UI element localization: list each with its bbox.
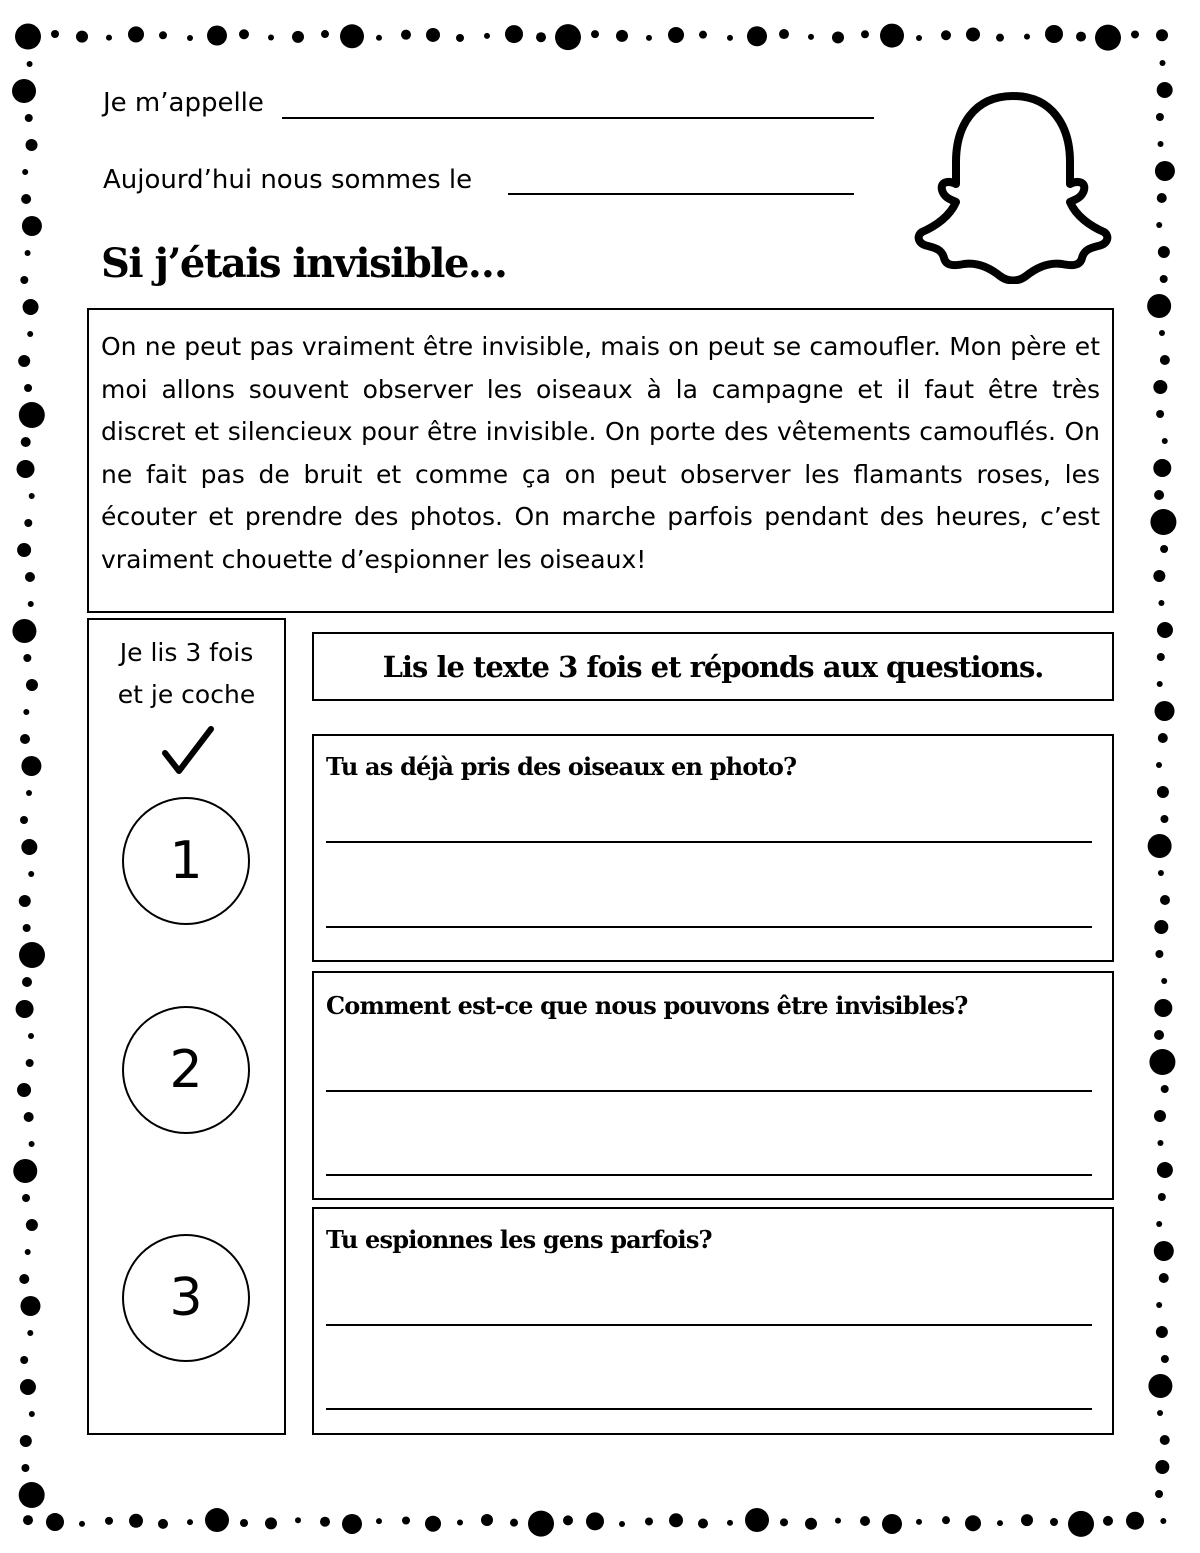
checkmark-icon <box>161 725 215 777</box>
ghost-icon <box>912 88 1114 284</box>
reading-tracker <box>87 618 286 1435</box>
passage-text: On ne peut pas vraiment être invisible, mais on peut se camoufler. Mon père et moi allons souvent observer les oiseaux à la campagne et il faut être très discret et silencieux pour être invisible. On porte des vêtements camouflés. On ne fait pas de bruit et comme ça on peut observer les flamants roses, les écouter et prendre des photos. On marche parfois pendant des heures, c’est vraiment chouette d’espionner les oiseaux! <box>101 332 1100 574</box>
read-count-2: 2 <box>169 1040 203 1100</box>
date-label: Aujourd’hui nous sommes le <box>103 165 473 195</box>
question-box-1 <box>312 734 1114 962</box>
question-box-2 <box>312 971 1114 1200</box>
question-2: Comment est-ce que nous pouvons être invisibles? <box>326 991 968 1020</box>
instruction-text: Lis le texte 3 fois et réponds aux questions. <box>382 649 1044 684</box>
read-count-3-circle[interactable] <box>122 1234 250 1362</box>
answer-line[interactable] <box>326 1408 1092 1410</box>
date-field[interactable] <box>508 193 854 195</box>
read-count-3: 3 <box>169 1268 203 1328</box>
answer-line[interactable] <box>326 1324 1092 1326</box>
read-count-1: 1 <box>169 831 203 891</box>
name-field[interactable] <box>282 117 874 119</box>
tracker-label-line1: Je lis 3 fois <box>119 638 254 667</box>
reading-passage <box>87 308 1114 613</box>
tracker-label-line2: et je coche <box>117 680 256 709</box>
read-count-1-circle[interactable] <box>122 797 250 925</box>
answer-line[interactable] <box>326 926 1092 928</box>
read-count-2-circle[interactable] <box>122 1006 250 1134</box>
question-3: Tu espionnes les gens parfois? <box>326 1225 712 1254</box>
question-box-3 <box>312 1207 1114 1435</box>
name-label: Je m’appelle <box>103 88 264 118</box>
answer-line[interactable] <box>326 1090 1092 1092</box>
answer-line[interactable] <box>326 841 1092 843</box>
page-title: Si j’étais invisible… <box>101 240 507 287</box>
question-1: Tu as déjà pris des oiseaux en photo? <box>326 752 797 781</box>
answer-line[interactable] <box>326 1174 1092 1176</box>
instruction-box <box>312 632 1114 701</box>
